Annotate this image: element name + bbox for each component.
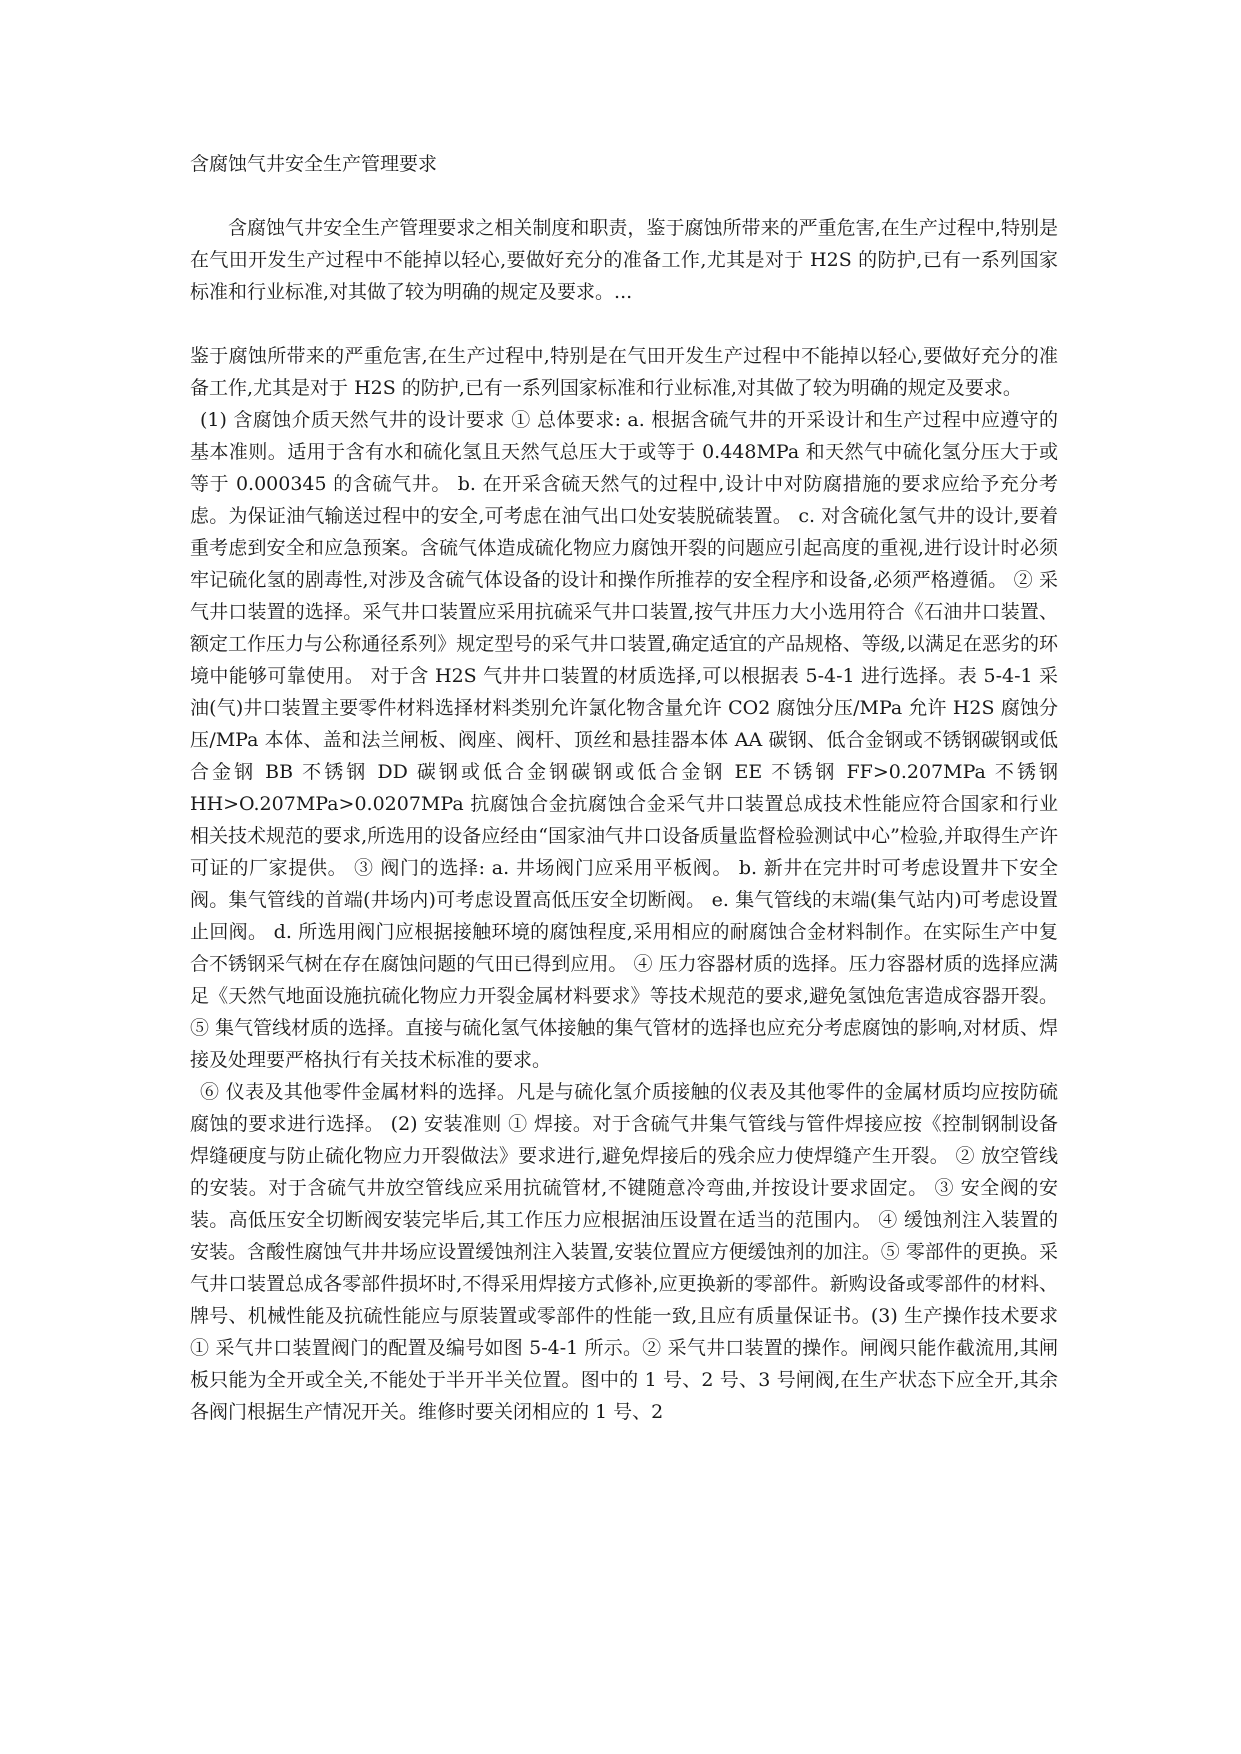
document-summary: 含腐蚀气井安全生产管理要求之相关制度和职责，鉴于腐蚀所带来的严重危害,在生产过程中,特别是在气田开发生产过程中不能掉以轻心,要做好充分的准备工作,尤其是对于 H2S 的防护,已有一系列国家标准和行业标准,对其做了较为明确的规定及要求。...: [190, 217, 1058, 303]
body-paragraph: 鉴于腐蚀所带来的严重危害,在生产过程中,特别是在气田开发生产过程中不能掉以轻心,要做好充分的准备工作,尤其是对于 H2S 的防护,已有一系列国家标准和行业标准,对其做了较为明确的规定及要求。: [190, 345, 1058, 399]
document-content: [190, 148, 1058, 1428]
document-title: 含腐蚀气井安全生产管理要求: [190, 153, 438, 175]
body-paragraph: ⑥ 仪表及其他零件金属材料的选择。凡是与硫化氢介质接触的仪表及其他零件的金属材质均应按防硫腐蚀的要求进行选择。 (2) 安装准则 ① 焊接。对于含硫气井集气管线与管件焊接应按《控制钢制设备焊缝硬度与防止硫化物应力开裂做法》要求进行,避免焊接后的残余应力使焊缝产生开裂。 ② 放空管线的安装。对于含硫气井放空管线应采用抗硫管材,不键随意冷弯曲,并按设计要求固定。 ③ 安全阀的安装。高低压安全切断阀安装完毕后,其工作压力应根据油压设置在适当的范围内。 ④ 缓蚀剂注入装置的安装。含酸性腐蚀气井井场应设置缓蚀剂注入装置,安装位置应方便缓蚀剂的加注。⑤ 零部件的更换。采气井口装置总成各零部件损坏时,不得采用焊接方式修补,应更换新的零部件。新购设备或零部件的材料、牌号、机械性能及抗硫性能应与原装置或零部件的性能一致,且应有质量保证书。(3) 生产操作技术要求① 采气井口装置阀门的配置及编号如图 5-4-1 所示。② 采气井口装置的操作。闸阀只能作截流用,其闸板只能为全开或全关,不能处于半开半关位置。图中的 1 号、2 号、3 号闸阀,在生产状态下应全开,其余各阀门根据生产情况开关。维修时要关闭相应的 1 号、2: [190, 1081, 1058, 1423]
body-paragraph: (1) 含腐蚀介质天然气井的设计要求 ① 总体要求: a. 根据含硫气井的开采设计和生产过程中应遵守的基本准则。适用于含有水和硫化氢且天然气总压大于或等于 0.448MPa 和天然气中硫化氢分压大于或等于 0.000345 的含硫气井。 b. 在开采含硫天然气的过程中,设计中对防腐措施的要求应给予充分考虑。为保证油气输送过程中的安全,可考虑在油气出口处安装脱硫装置。 c. 对含硫化氢气井的设计,要着重考虑到安全和应急预案。含硫气体造成硫化物应力腐蚀开裂的问题应引起高度的重视,进行设计时必须牢记硫化氢的剧毒性,对涉及含硫气体设备的设计和操作所推荐的安全程序和设备,必须严格遵循。 ② 采气井口装置的选择。采气井口装置应采用抗硫采气井口装置,按气井压力大小选用符合《石油井口装置、额定工作压力与公称通径系列》规定型号的采气井口装置,确定适宜的产品规格、等级,以满足在恶劣的环境中能够可靠使用。 对于含 H2S 气井井口装置的材质选择,可以根据表 5-4-1 进行选择。表 5-4-1 采油(气)井口装置主要零件材料选择材料类别允许氯化物含量允许 CO2 腐蚀分压/MPa 允许 H2S 腐蚀分压/MPa 本体、盖和法兰闸板、阀座、阀杆、顶丝和悬挂器本体 AA 碳钢、低合金钢或不锈钢碳钢或低合金钢 BB 不锈钢 DD 碳钢或低合金钢碳钢或低合金钢 EE 不锈钢 FF>0.207MPa 不锈钢 HH>O.207MPa>0.0207MPa 抗腐蚀合金抗腐蚀合金采气井口装置总成技术性能应符合国家和行业相关技术规范的要求,所选用的设备应经由“国家油气井口设备质量监督检验测试中心”检验,并取得生产许可证的厂家提供。 ③ 阀门的选择: a. 井场阀门应采用平板阀。 b. 新井在完井时可考虑设置井下安全阀。集气管线的首端(井场内)可考虑设置高低压安全切断阀。 e. 集气管线的末端(集气站内)可考虑设置止回阀。 d. 所选用阀门应根据接触环境的腐蚀程度,采用相应的耐腐蚀合金材料制作。在实际生产中复合不锈钢采气树在存在腐蚀问题的气田已得到应用。 ④ 压力容器材质的选择。压力容器材质的选择应满足《天然气地面设施抗硫化物应力开裂金属材料要求》等技术规范的要求,避免氢蚀危害造成容器开裂。 ⑤ 集气管线材质的选择。直接与硫化氢气体接触的集气管材的选择也应充分考虑腐蚀的影响,对材质、焊接及处理要严格执行有关技术标准的要求。: [190, 409, 1058, 1071]
